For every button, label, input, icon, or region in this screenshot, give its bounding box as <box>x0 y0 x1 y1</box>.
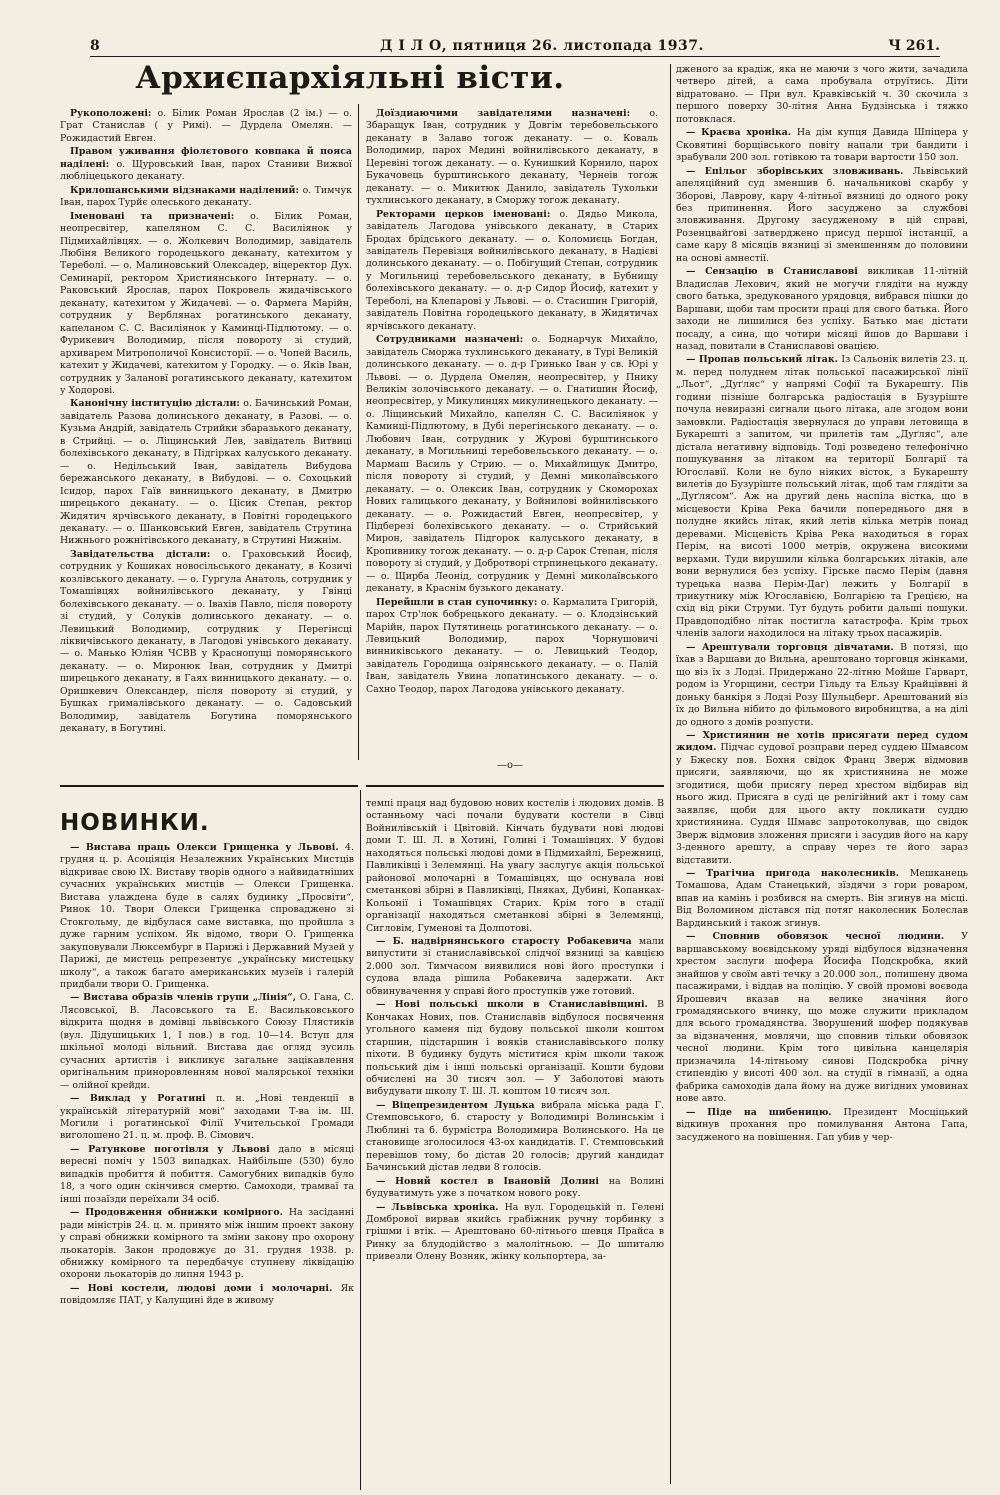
article-heading: Канонічну інституцію дістали: <box>70 398 244 410</box>
article-paragraph <box>676 266 968 353</box>
article-heading: — Арештували торговця дівчатами. <box>686 641 901 653</box>
article-heading: — Епільог зборівських зловживань. <box>686 165 913 177</box>
section-divider <box>60 785 358 787</box>
article-paragraph <box>676 931 968 1105</box>
article-text: Із Сальонік вилетів 23. ц. м. перед полуднем літак польської пасажирської лінії „Льот“, „Дуґляс“ у напрямі Софії та Букарешту. Пів години пізніше болгарська радіостація в Бузуріште почула невиразні сигнали цього літака, але згодом вони замовкли. Радіостація звернулася до управи летовища в Букарешті з запитом, чи прилетів там „Дуґляс“, але дістала негативну відповідь. Тоді розведено телефонічно пошукування за літаком на території Болгарії та Югославії. Коли не було ніяких вісток, з Букарешту вилетів до Бузуріште польський літак, щоб там глядіти за „Дуґлясом“. Аж на другий день наспіла вістка, що в місцевости Кріва Река бачили попереднього дня в полудне якийсь літак, який летів кілька метрів понад деревами. Місцевість Кріва Река находиться в горах Перім, на висоті 1000 метрів, окружена високими верхами. Туди вирушили кілька болгарських літаків, але вони вернулися без успіху. Гірське пасмо Перім (давня турецька назва Перім-Даг) лежить у Болгарії в трикутнику між Югославією, Болгарією та Грецією, на схід від ріки Струми. Тут будуть робити дальші пошуки. Правдоподібно літак постигла катастрофа. Крім трьох членів залоги находилося на літаку трьох пасажирів. <box>676 354 968 640</box>
article-heading: — Виклад у Рогатині <box>70 1093 217 1105</box>
news-column-2 <box>366 798 664 1488</box>
article-paragraph <box>676 354 968 640</box>
news-section-title: НОВИНКИ. <box>60 810 210 836</box>
article-heading: — Нові польські школи в Станиславівщині. <box>376 999 658 1011</box>
article-text: В Кончаках Нових, пов. Станиславів відбулося посвячення угольного каменя під будову польської школи коштом старшин, підстаршин і вояків станиславівського полку піхоти. В будинку будуть міститися крім школи також польський дім і інші польські організації. Кошти будови обчислені на 30 тисяч зол. — У Заболотові мають вибудувати школу Т. Ш. Л. коштом 10 тисяч зол. <box>366 999 664 1098</box>
article-heading: — Краєва хроніка. <box>686 127 797 139</box>
article-heading: — Продовження обнижки комірного. <box>70 1207 289 1219</box>
article-text: вибрала міська рада Г. Стемповського, б. старосту у Володимирі Волинськім і Люблині та б. бурмістра Володимира Волинського. На це становище зголосилося 43-ох кандидатів. Г. Стемповський перевішов тому, бо дістав 20 голосів; другий кандидат Бачинський дістав ледви 8 голосів. <box>366 1099 664 1174</box>
article-paragraph <box>676 166 968 266</box>
article-paragraph <box>60 842 354 991</box>
article-paragraph <box>366 334 658 596</box>
article-heading: Крилошанськими відзнаками наділений: <box>70 184 303 196</box>
article-heading: Правом уживання фіолєтового ковпака й пояса наділені: <box>60 146 352 170</box>
article-heading: Доїздиаючими завідателями назначені: <box>376 108 650 119</box>
article-heading: — Сповнив обовязок чесної людини. <box>686 931 962 943</box>
masthead-line: Д І Л О, пятниця 26. листопада 1937. <box>380 38 704 54</box>
article-paragraph <box>60 992 354 1092</box>
article-heading: — Ратункове поготівля у Львові <box>70 1143 279 1155</box>
article-paragraph <box>60 146 352 183</box>
article-text: темпі праця над будовою нових костелів і людових домів. В останньому часі почали будувати костели в Сівці Войнилівській і Цвітовій. Кінчать будувати нові людові доми Т. Ш. Л. в Хотині, Голині і Томашівцях. У будові находяться польські людові доми в Підмихайлі, Бережниці, Павликівці і Зелемянці. На увагу заслугує акція польської районової молочарні в Томашівцях, що оснувала нові сметанкові збірні в Павликівці, Пняках, Дубині, Копанках-Кольонії і Томашівцях Старих. Крім того в стадії організації находяться сметанкові збірні в Зелемянці, Сигловім, Гуменові та Долпотові. <box>366 798 664 934</box>
article-heading: Рукоположені: <box>70 108 158 119</box>
article-paragraph <box>60 211 352 398</box>
article-text: мали випустити зі станиславівської слідчої вязниці за кавцією 2.000 зол. Тимчасом виявилися нові його проступки і судова влада рішила Робакевича задержати. Акт обвинувачення у справі його проступків уже готовий. <box>366 935 664 997</box>
article-text: о. Білик Роман Ярослав (2 ім.) — о. Грат Станислав ( у Римі). — Дурдела Омелян. — Рожидастий Евген. <box>60 108 352 144</box>
section-title-church-news: Архиєпархіяльні вісти. <box>135 60 565 96</box>
article-paragraph <box>60 1283 354 1308</box>
article-heading: Завідательства дістали: <box>70 548 223 560</box>
article-heading: — Пропав польський літак. <box>686 354 842 366</box>
article-text: Підчас судової розправи перед суддею Шмавсом у Бжеску пов. Бохня свідок Франц Зверж відмовив присяги, заявляючи, що як християнина не може згодитися, щоби присягу перед хрестом відбирав від нього жид. Присяга в суді це релігійний акт і тому сам заявляє, щоби для цього акту покликати суддю християнина. Суддя Шмавс запротоколував, що свідок Зверж відмовив зложення присяги і засудив його на кару 3-денного арешту, а справу через те його зараз відставити. <box>676 742 968 866</box>
article-text: о. Тимчук Іван, парох Турйє олеського деканату. <box>60 184 352 209</box>
article-heading: — Віцепрезидентом Луцька <box>376 1099 542 1111</box>
church-news-column-2 <box>366 108 658 763</box>
article-paragraph <box>366 597 658 697</box>
article-text: о. Щуровський Іван, парох Станиви Вижвої любліцецького деканату. <box>60 158 352 183</box>
article-paragraph <box>366 999 664 1099</box>
news-column-3 <box>676 64 968 1488</box>
issue-number: Ч 261. <box>888 38 940 54</box>
section-end-divider: —о— <box>496 760 524 771</box>
article-text: п. н. „Нові тенденції в українській літературній мові“ заходами Т-ва ім. Ш. Могили і рогатинської Філії Учительської Громади виголошено 21. ц. м. проф. В. Сімович. <box>60 1093 354 1142</box>
article-paragraph <box>366 1202 664 1264</box>
article-paragraph <box>676 868 968 930</box>
article-text: В потязі, що їхав з Варшави до Вильна, арештовано торговця жінками, що віз їх з Лодзі. Придержано 22-літню Мойше Гарварт, родом із Угорщини, сестри Гільду та Ельзу Крайціввні й доньку банкіря з Лодзі Розу Шульцберг. Арештований віз їх до Вильна нібито до фільмового виробництва, а на ділі до одного з домів розпусти. <box>676 641 968 728</box>
article-text: Мешканець Томашова, Адам Станецький, зїздячи з гори роваром, впав на камінь і розбився на смерть. Він згинув на місці. Від Воломином дістався під потяг наколесник Болеслав Вардинський і також згинув. <box>676 868 968 929</box>
article-text: У варшавському воєвідському уряді відбулося відзначення хрестом заслуги шофера Йосифа Подскробка, який знайшов у своїм авті течку з 20.000 зол., полишену двома пасажирами, і віддав на поліцію. У своїй промові воєвода Ярошевич вказав на велике значіння його громадянського вчинку, що може служити прикладом для всього громадянства. Зворушений шофер подякував за відзначення, мовлячи, що сповнив тільки обовязок чесної людини. Крім того цивільна канцелярія призначила 14-літньому синові Подскробка річну стипендію у висоті 400 зол. на студії в гімназії, а одна фабрика самоходів дала йому на дуже вигідних умовинах нове авто. <box>676 931 968 1105</box>
article-heading: — Новий костел в Івановій Долині <box>376 1175 609 1187</box>
article-text: о. Кармалита Григорій, парох Стр'лок бобрецького деканату. — о. Клодзінський Марійн, парох Путятинець рогатинського деканату. — о. Левицький Володимир, парох Чорнушовичі винниківського деканату. — о. Левицький Теодор, завідатель Городища озірянського деканату. — о. Палій Іван, завідатель Увина лопатинського деканату. — о. Сахно Теодор, парох Лагодова унівського деканату. <box>366 596 658 695</box>
article-paragraph <box>676 64 968 126</box>
article-heading: Іменовані та призначені: <box>70 210 251 222</box>
article-text: На засіданні ради міністрів 24. ц. м. принято між іншим проект закону у справі обнижки комірного та зміни закону про охорону льокаторів. Закон продовжує до 31. грудня 1938. р. обнижку комірного та передбачує ступневу ліквідацію охорони льокаторів до липня 1943 р. <box>60 1207 354 1281</box>
column-divider <box>360 790 361 1490</box>
article-heading: — Піде на шибеницю. <box>686 1106 844 1118</box>
article-paragraph <box>60 1144 354 1206</box>
article-text: о. Білик Роман, неопресвітер, капеляном С. С. Василіянок у Підмихайлівцях. — о. Жолкевич Володимир, завідатель Любіня Великого городецького деканату, катехитом у Тереболі. — о. Малиновський Олексадер, віцеректор Дух. Семинарії, ректором Християнського Інтернату. — о. Раковський Ярослав, парох Покровель жидачівського деканату, катехитом у Жидачеві. — о. Фармега Марійн, сотрудник у Верблянах рогатинського деканату, капеланом С. С. Василіянок у Каминці-Підлютому. — о. Фурикевич Володимир, після повороту зі студий, архиварем Митрополичої Консисторії. — о. Чопей Василь, катехит у Жидачеві, катехитом у Городку. — о. Яків Іван, сотрудник у Залановї рогатинського деканату, катехитом у Ходорові. <box>60 210 352 396</box>
article-heading: — Б. надвірнянського старосту Робакевича <box>376 935 639 947</box>
article-text: о. Граховський Йосиф, сотрудник у Кошиках новосільського деканату, в Козичі козлівського деканату. — о. Гургула Анатоль, сотрудник у Томашівцях войнилівського деканату, у Гвінці болехівського деканату. — о. Івахів Павло, після повороту зі студий, у Солуків долинського деканату. — о. Левицький Володимир, сотрудник у Перегінсці ліквичівського деканату, в Лагодові унівського деканату. — о. Манько Юліян ЧСВВ у Краснопущі поморянського деканату. — о. Миронюк Іван, сотрудник у Дмитрі ширецького деканату, в Гаях винницького деканату. — о. Оришкевич Олександер, після повороту зі студий, у Бушках грималівського деканату. — о. Садовський Володимир, завідатель Богутина поморянського деканату, в Богутині. <box>60 548 352 735</box>
article-text: о. Збаращук Іван, сотрудник у Довгім теребовельського деканату в Залаво тогож деканату. — о. Коваль Володимир, парох Медині войнилівського деканату, в Церевіні тогож деканату. — о. Кунишкий Корнило, парох Букачовець бурштинського деканату, Чернеів тогож деканату. — о. Микитюк Данило, завідатель Тухольки тухлинського деканату, в Сморжу тогож деканату. <box>366 108 658 207</box>
news-column-1 <box>60 842 354 1487</box>
article-paragraph <box>366 1100 664 1175</box>
section-divider <box>366 785 664 787</box>
article-heading: — Сензацію в Станиславові <box>686 266 868 278</box>
article-heading: Сотрудниками назначені: <box>376 334 532 346</box>
article-paragraph <box>676 1107 968 1144</box>
article-paragraph <box>676 642 968 729</box>
article-text: о. Дядьо Микола, завідатель Лагодова унівського деканату, в Старих Бродах брідського деканату. — о. Коломиєць Богдан, завідатель Перевізця войнилівського деканату, в Надієві долинського деканату. — о. Побігущий Степан, сотрудник у Могильниці теребовельського деканату, в Бубнищу болехівського деканату. — о. д-р Сидор Йосиф, катехит у Тереболі, на Клепарові у Львові. — о. Стасишин Григорій, завідатель Повітна городецького деканату, в Жидятичах ярчівського деканату. <box>366 208 658 332</box>
page-header <box>90 32 940 57</box>
article-text: Львівський апеляційний суд зменшив б. начальникові скарбу у Зборові, Лаврову, кару 4-літньої вязниці до одного року без припинення. Його засуджено за службові зловживання. Другому засудженому в цій справі, Розенцвайґові затверджено присуд першої інстанції, а саме кару 8 місяців вязниці зі зменшенням до половини на основі амнестії. <box>676 165 968 264</box>
article-paragraph <box>60 1093 354 1143</box>
article-heading: — Львівська хроніка. <box>376 1201 505 1213</box>
article-text: викликав 11-літній Владислав Лехович, який не могучи глядіти на нужду свого батька, зредукованого урядовця, вибрався пішки до Варшави, щоби там просити праці для свого батька. Його заходи не лишилися без успіху. Батько має дістати посаду, а сина, що чотири місяці йшов до Варшави і назад, повитали в Станиславові овацією. <box>676 266 968 352</box>
article-paragraph <box>366 209 658 334</box>
article-paragraph <box>676 127 968 164</box>
article-text: на Волині будуватимуть уже з початком нового року. <box>366 1175 664 1200</box>
article-heading: Ректорами церков іменовані: <box>376 208 560 220</box>
article-paragraph <box>366 936 664 998</box>
article-text: На вул. Городецькій п. Гелені Домбрової вирвав якийсь грабіжник ручну торбинку з грішми і втік. — Арештовано 60-літнього шевця Прайса в Ринку за блудодійство з малолітньою. — До шпиталю привезли Олену Возняк, жінку кольпортера, за- <box>366 1201 664 1263</box>
article-paragraph <box>60 549 352 736</box>
article-paragraph <box>60 185 352 210</box>
article-text: О. Гана, С. Лясовської, В. Ласовського та Е. Васильковського відкрита щодня в домівці львівського Союзу Плястиків (вул. Дідушицьких 1, І пов.) в год. 10—14. Вступ для шкільної молоді вільний. Вистава дає огляд зусиль сучасних артистів і викликує загальне зацікавлення оригінальним приноровленням нової малярської техніки — олійної крейди. <box>60 992 354 1091</box>
article-paragraph <box>366 108 658 208</box>
church-news-column-1 <box>60 108 352 756</box>
article-text: дало в місяці вересні поміч у 1503 випадках. Найбільше (530) було випадків пробиття й побиття. Самогубних випадків було 18, з чого один скінчився смертю. Самоходи, трамваї та інші позаїзди переїхали 34 осіб. <box>60 1143 354 1205</box>
article-heading: — Християнин не хотів присягати перед судом жидом. <box>676 730 968 754</box>
article-paragraph <box>60 1207 354 1282</box>
article-heading: — Трагічна пригода наколесників. <box>686 868 910 879</box>
column-divider <box>358 104 359 760</box>
article-heading: — Вистава праць Олекси Грищенка у Львові. <box>70 842 346 853</box>
article-heading: — Нові костели, людові доми і молочарні. <box>70 1282 341 1294</box>
article-paragraph <box>676 730 968 867</box>
article-text: 4. грудня ц. р. Асоціяція Незалежних Українських Мистців відкриває свою ІХ. Виставу творів одного з найвидатніших сучасних українських мистців — Олекси Грищенка. Вистава улаждена буде в салях будинку „Просвіти“, Ринок 10. Твори Олекси Грищенка спроваджено зі Стокгольму, де відбулася саме виставка, що пройшла з дуже гарним успіхом. Як відомо, твори О. Грищенка закуповували Люксембург в Парижі і Державний Музей у Парижі, де мистець репрезентує „українську мистецьку школу“, а також багато американських музеїв і галерій придбали твори О. Грищенка. <box>60 842 354 990</box>
article-text: На дім купця Давида Шпіцера у Сковятині борщівського повіту напали три бандити і зрабували 200 зол. готівкою та товари вартости 150 зол. <box>676 127 968 164</box>
page-number: 8 <box>90 38 100 54</box>
article-paragraph <box>60 398 352 547</box>
column-divider <box>670 64 671 1484</box>
article-text: Як повідомляє ПАТ, у Калущині йде в живому <box>60 1282 354 1307</box>
article-paragraph <box>366 798 664 935</box>
article-paragraph <box>366 1176 664 1201</box>
article-heading: — Вистава образів членів групи „Лінія“, <box>70 992 300 1004</box>
article-text: о. Бачинський Роман, завідатель Разова долинського деканату, в Разові. — о. Кузьма Андрій, завідатель Стрийки збаразького деканату, в Стрийці. — о. Ліщинський Лев, завідатель Витвиці болехівського деканату, в Підгірках калуського деканату. — о. Недільський Іван, завідатель Вибудова бережанського деканату, в Вибудові. — о. Сохоцький Ісидор, парох Гаїв винницького деканату, в Дмитрю ширецького деканату. — о. Цісик Степан, ректор Жидятич ярчівського деканату, в Повітні городецького деканату. — о. Шанковський Евген, завідатель Струтина Нижнього рожнітівського деканату, в Струтині Нижнім. <box>60 398 352 547</box>
article-text: Президент Мосціцький відкинув прохання про помилування Антона Гапа, засудженого на повішення. Гап убив у чер- <box>676 1106 968 1143</box>
article-text: дженого за крадіж, яка не маючи з чого жити, зачадила четверо дітей, а сама пробувала отруїтись. Діти відратовано. — При вул. Кравківській ч. 30 скочила з першого поверху 30-літня Анна Будзінська і тяжко потовклася. <box>676 64 968 125</box>
article-heading: Перейшли в стан супочинку: <box>376 596 541 608</box>
article-text: о. Боднарчук Михайло, завідатель Сморжа тухлинського деканату, в Турі Великій долинського деканату. — о. д-р Гринько Іван у св. Юрі у Львові. — о. Дурдела Омелян, неопресвітер, у Пнику Великім золочівського деканату. — о. Гнатишин Йосиф, неопресвітер, у Микулинцях микулинецького деканату. — о. Ліщинський Михайло, капелян С. С. Василіянок у Каминці-Підлютому, в Дубі перегінського деканату. — о. Любович Іван, сотрудник у Журові бурштинського деканату, в Могильниці теребовельського деканату. — о. Мармаш Василь у Стрию. — о. Михайлищук Дмитро, після повороту зі студий, у Демні миколаївського деканату. — о. Олексик Іван, сотрудник у Скоморохах Нових галицького деканату, у Войнилові войнилівського деканату. — о. Рожидастий Евген, неопресвітер, у Підберезі болехівського деканату. — о. Стрийський Мирон, завідатель Підгорок калуського деканату, в Кропивнику тогож деканату. — о. д-р Сарок Степан, після повороту зі студий, у Добротворі стрпинецького деканату. — о. Щирба Леонід, сотрудник у Демні миколаївського деканату, в Краснім бузького деканату. <box>366 334 658 595</box>
article-paragraph <box>60 108 352 145</box>
